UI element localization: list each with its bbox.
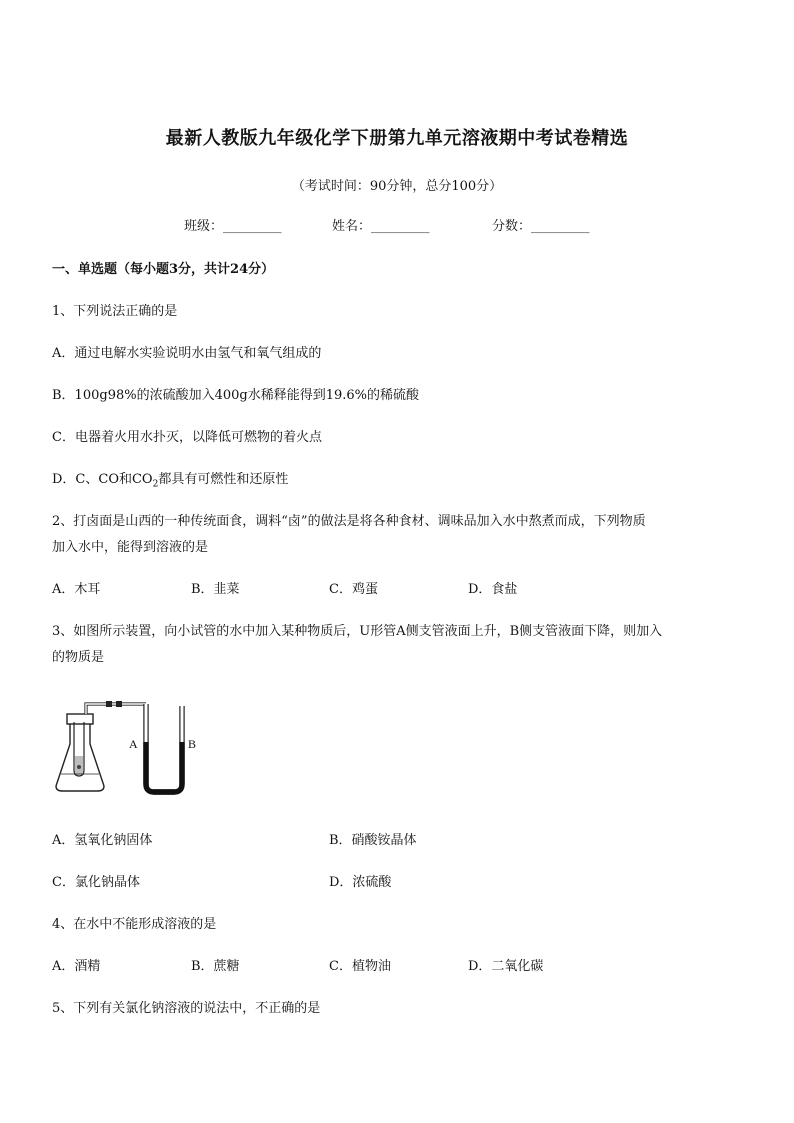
q1-stem: 1、下列说法正确的是 — [52, 304, 178, 319]
q4-stem: 4、在水中不能形成溶液的是 — [52, 917, 217, 932]
section-heading: 一、单选题（每小题3分，共计24分） — [52, 262, 275, 277]
q3-option-b: B．硝酸铵晶体 — [329, 833, 417, 848]
q2-stem-line2: 加入水中，能得到溶液的是 — [52, 540, 209, 555]
exam-subtitle: （考试时间：90分钟，总分100分） — [291, 179, 503, 194]
q1-option-c: C．电器着火用水扑灭，以降低可燃物的着火点 — [52, 430, 322, 445]
q3-option-a: A．氢氧化钠固体 — [52, 833, 153, 848]
label-a: A — [129, 737, 138, 751]
label-b: B — [188, 737, 197, 751]
q4-option-b: B．蔗糖 — [191, 959, 240, 974]
q3-option-c: C．氯化钠晶体 — [52, 875, 140, 890]
q3-stem-line1: 3、如图所示装置，向小试管的水中加入某种物质后，U形管A侧支管液面上升，B侧支管液面下降，则加入 — [52, 624, 663, 639]
apparatus-figure — [50, 694, 220, 798]
q1-option-b: B．100g98%的浓硫酸加入400g水稀释能得到19.6%的稀硫酸 — [52, 388, 420, 403]
name-field: 姓名：_________ — [332, 219, 430, 234]
q2-option-b: B．韭菜 — [191, 582, 240, 597]
q1-option-a: A．通过电解水实验说明水由氢气和氧气组成的 — [52, 346, 322, 361]
page-title: 最新人教版九年级化学下册第九单元溶液期中考试卷精选 — [165, 128, 629, 149]
q2-option-d: D．食盐 — [468, 582, 518, 597]
q3-option-d: D．浓硫酸 — [329, 875, 392, 890]
q4-option-a: A．酒精 — [52, 959, 101, 974]
q2-stem-line1: 2、打卤面是山西的一种传统面食，调料“卤”的做法是将各种食材、调味品加入水中熬煮而成，下列物质 — [52, 514, 646, 529]
q1-option-d-text-end: 都具有可燃性和还原性 — [158, 472, 289, 487]
class-field: 班级：_________ — [184, 219, 282, 234]
q2-option-a: A．木耳 — [52, 582, 101, 597]
flask-u-tube-diagram — [50, 694, 220, 798]
score-field: 分数：_________ — [492, 219, 590, 234]
q1-option-d-subscript: 2 — [152, 479, 159, 490]
q2-option-c: C．鸡蛋 — [329, 582, 378, 597]
flask-stopper — [67, 714, 93, 724]
q4-option-d: D．二氧化碳 — [468, 959, 544, 974]
q3-stem-line2: 的物质是 — [52, 650, 105, 665]
u-tube-liquid — [146, 742, 182, 792]
q1-option-d — [52, 468, 289, 490]
q5-stem: 5、下列有关氯化钠溶液的说法中，不正确的是 — [52, 1001, 321, 1016]
q1-option-d-text: D．C、CO和CO — [52, 472, 153, 487]
q4-option-c: C．植物油 — [329, 959, 391, 974]
u-tube — [146, 704, 182, 792]
